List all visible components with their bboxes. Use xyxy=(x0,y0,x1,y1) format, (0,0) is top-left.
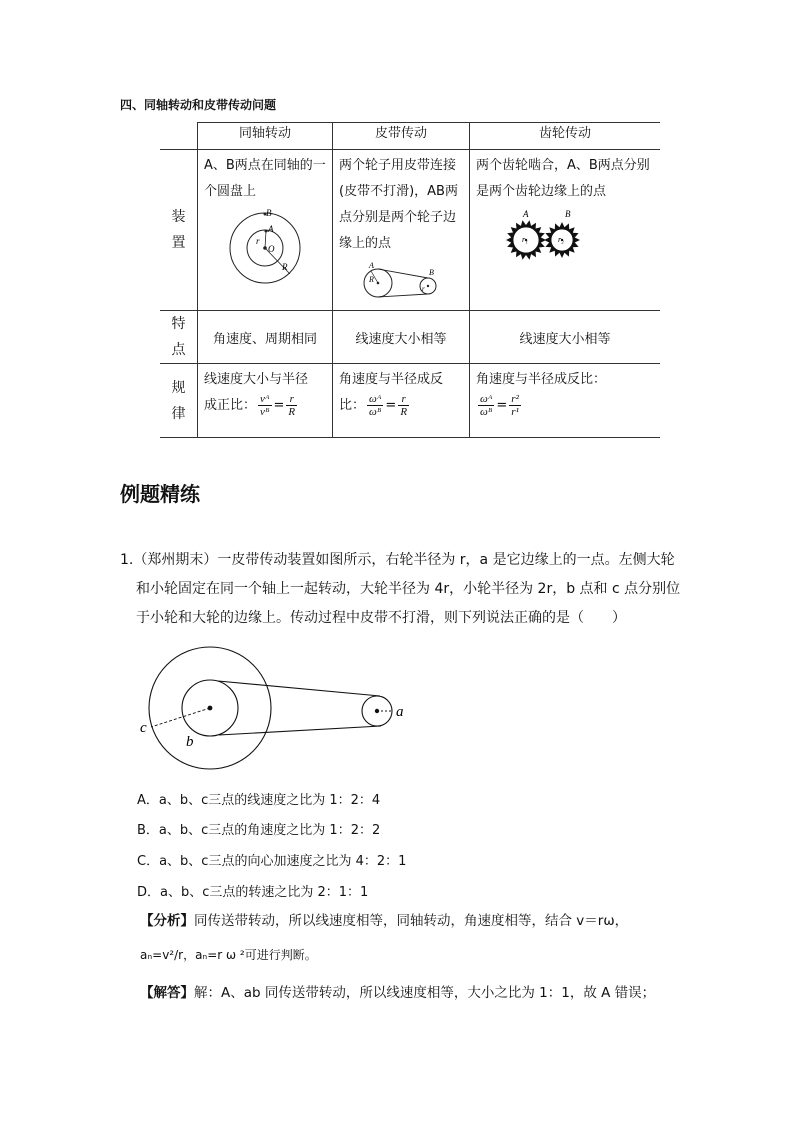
row-label-rule: 规律 xyxy=(160,364,198,438)
gear-radius-ratio: $\frac{\text{r²}}{\text{r¹}}$ xyxy=(511,393,519,418)
device-belt-text: 两个轮子用皮带连接(皮带不打滑)，AB两点分别是两个轮子边缘上的点 xyxy=(339,158,458,251)
question-line-1: 1.（郑州期末）一皮带传动装置如图所示，右轮半径为 r，a 是它边缘上的一点。左侧大轮 xyxy=(120,552,675,568)
coaxial-label-R: R xyxy=(282,262,288,272)
analysis-tag: 【分析】 xyxy=(140,913,194,929)
coaxial-radius-ratio: $\frac{r}{R}$ xyxy=(288,393,296,418)
belt-radius-ratio: $\frac{r}{R}$ xyxy=(400,393,408,418)
device-belt-cell xyxy=(333,150,470,311)
coaxial-label-o: O xyxy=(268,244,275,254)
header-gear: 齿轮传动 xyxy=(470,123,661,150)
analysis-paragraph xyxy=(140,910,680,932)
option-b: B．a、b、c三点的角速度之比为 1：2：2 xyxy=(137,823,381,838)
question-line-2: 和小轮固定在同一个轴上一起转动，大轮半径为 4r，小轮半径为 2r，b 点和 c 点分别位 xyxy=(136,581,681,597)
feature-gear: 线速度大小相等 xyxy=(470,311,661,364)
belt-label-b: B xyxy=(429,268,434,277)
gear-mesh-figure xyxy=(470,208,660,268)
gear-label-a: A xyxy=(523,209,529,219)
belt-label-R: R xyxy=(369,275,374,284)
solution-paragraph xyxy=(140,982,680,1004)
device-gear-text: 两个齿轮啮合，A、B两点分别是两个齿轮边缘上的点 xyxy=(476,158,650,199)
gear-label-r2: r₂ xyxy=(558,235,564,244)
feature-coaxial: 角速度、周期相同 xyxy=(198,311,333,364)
belt-drive-figure xyxy=(333,260,469,306)
coaxial-disc-figure xyxy=(198,208,332,288)
row-label-device: 装置 xyxy=(160,150,198,311)
corner-cell xyxy=(160,123,198,150)
feature-belt: 线速度大小相等 xyxy=(333,311,470,364)
coaxial-label-a: A xyxy=(268,224,274,234)
rule-belt-line1: 角速度与半径成反 xyxy=(339,372,444,387)
rule-belt-cell: 角速度与半径成反 比： $\frac{\text{ωᴬ}}{\text{ωᴮ}}$ = $\frac{r}{R}$ xyxy=(333,364,470,438)
example-heading: 例题精练 xyxy=(120,482,200,506)
device-gear-cell xyxy=(470,150,661,311)
option-c: C．a、b、c三点的向心加速度之比为 4：2：1 xyxy=(137,854,407,869)
question-line-3: 于小轮和大轮的边缘上。传动过程中皮带不打滑，则下列说法正确的是（ ） xyxy=(136,610,626,626)
rule-gear-line1: 角速度与半径成反比： xyxy=(476,372,607,387)
gear-omega-ratio: $\frac{\text{ωᴬ}}{\text{ωᴮ}}$ xyxy=(480,393,493,418)
belt-pulley-figure xyxy=(138,644,428,782)
rule-coaxial-cell: 线速度大小与半径 成正比： $\frac{\text{vᴬ}}{\text{vᴮ}}$ = $\frac{r}{R}$ xyxy=(198,364,333,438)
coaxial-velocity-ratio: $\frac{\text{vᴬ}}{\text{vᴮ}}$ xyxy=(260,393,270,418)
section-title: 四、同轴转动和皮带传动问题 xyxy=(120,98,277,112)
belt-omega-ratio: $\frac{\text{ωᴬ}}{\text{ωᴮ}}$ xyxy=(369,393,382,418)
analysis-formula-2: ，aₙ=r ω ²可进行判断。 xyxy=(183,948,317,962)
question-1 xyxy=(120,546,680,633)
option-d: D．a、b、c三点的转速之比为 2：1：1 xyxy=(137,885,369,900)
option-a: A．a、b、c三点的线速度之比为 1：2：4 xyxy=(137,793,381,808)
device-coaxial-cell xyxy=(198,150,333,311)
header-belt: 皮带传动 xyxy=(333,123,470,150)
header-coaxial: 同轴转动 xyxy=(198,123,333,150)
rule-coaxial-line2: 成正比： xyxy=(204,398,257,413)
rule-gear-cell: 角速度与半径成反比： $\frac{\text{ωᴬ}}{\text{ωᴮ}}$ = $\frac{\text{r²}}{\text{r¹}}$ xyxy=(470,364,661,438)
rule-belt-line2: 比： xyxy=(339,398,366,413)
analysis-text: 同传送带转动，所以线速度相等，同轴转动，角速度相等，结合 v＝rω， xyxy=(194,913,629,929)
figure-label-b: b xyxy=(186,734,194,750)
solution-tag: 【解答】 xyxy=(140,985,194,1001)
solution-text: 解：A、ab 同传送带转动，所以线速度相等，大小之比为 1：1，故 A 错误； xyxy=(194,985,656,1001)
belt-label-r: r xyxy=(422,285,425,293)
analysis-formula-line xyxy=(140,944,680,966)
coaxial-label-b: B xyxy=(266,208,272,218)
comparison-table xyxy=(160,122,660,438)
coaxial-label-r: r xyxy=(256,236,260,246)
row-label-feature: 特点 xyxy=(160,311,198,364)
analysis-formula-1: aₙ=v²/r xyxy=(140,948,184,962)
rule-coaxial-line1: 线速度大小与半径 xyxy=(204,372,309,387)
gear-label-b: B xyxy=(565,209,571,219)
belt-label-a: A xyxy=(369,261,374,270)
figure-label-a: a xyxy=(396,704,404,720)
device-coaxial-text: A、B两点在同轴的一个圆盘上 xyxy=(204,158,326,199)
figure-label-c: c xyxy=(140,720,147,736)
gear-label-r1: r₁ xyxy=(522,235,528,244)
